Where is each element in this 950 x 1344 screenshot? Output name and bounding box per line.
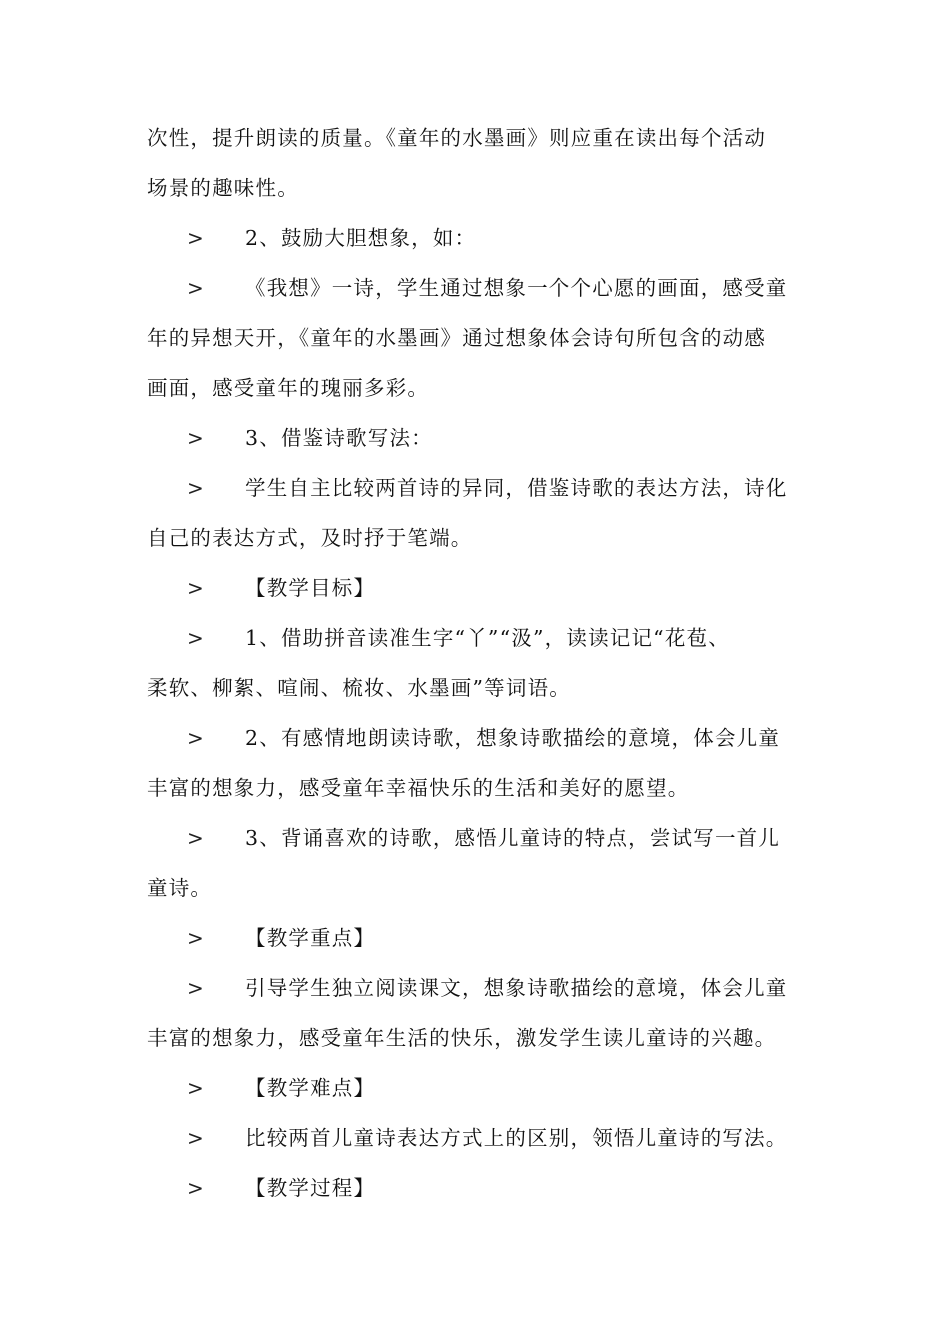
paragraph-line: 3、背诵喜欢的诗歌，感悟儿童诗的特点，尝试写一首儿 <box>245 826 781 850</box>
paragraph-line: 2、有感情地朗读诗歌，想象诗歌描绘的意境，体会儿童 <box>245 726 781 750</box>
bullet-marker: > <box>187 1076 204 1100</box>
bullet-marker: > <box>187 276 204 300</box>
bullet-marker: > <box>187 426 204 450</box>
paragraph-line: 比较两首儿童诗表达方式上的区别，领悟儿童诗的写法。 <box>245 1126 788 1150</box>
bullet-marker: > <box>187 726 204 750</box>
paragraph-line: 画面，感受童年的瑰丽多彩。 <box>147 376 430 400</box>
paragraph-line: 丰富的想象力，感受童年幸福快乐的生活和美好的愿望。 <box>147 776 690 800</box>
paragraph-line: 【教学过程】 <box>245 1176 376 1200</box>
bullet-marker: > <box>187 926 204 950</box>
paragraph-line: 次性，提升朗读的质量。《童年的水墨画》则应重在读出每个活动 <box>147 126 767 150</box>
paragraph-line: 引导学生独立阅读课文，想象诗歌描绘的意境，体会儿童 <box>245 976 788 1000</box>
paragraph-line: 自己的表达方式，及时抒于笔端。 <box>147 526 473 550</box>
paragraph-line: 场景的趣味性。 <box>147 176 299 200</box>
paragraph-line: 学生自主比较两首诗的异同，借鉴诗歌的表达方法，诗化 <box>245 476 788 500</box>
bullet-marker: > <box>187 976 204 1000</box>
paragraph-line: 1、借助拼音读准生字“丫”“汲”，读读记记“花苞、 <box>245 626 730 650</box>
bullet-marker: > <box>187 476 204 500</box>
bullet-marker: > <box>187 226 204 250</box>
bullet-marker: > <box>187 826 204 850</box>
paragraph-line: 《我想》一诗，学生通过想象一个个心愿的画面，感受童 <box>245 276 788 300</box>
paragraph-line: 【教学目标】 <box>245 576 376 600</box>
bullet-marker: > <box>187 1176 204 1200</box>
paragraph-line: 柔软、柳絮、喧闹、梳妆、水墨画”等词语。 <box>147 676 571 700</box>
paragraph-line: 3、借鉴诗歌写法： <box>245 426 433 450</box>
paragraph-line: 【教学难点】 <box>245 1076 376 1100</box>
paragraph-line: 丰富的想象力，感受童年生活的快乐，激发学生读儿童诗的兴趣。 <box>147 1026 777 1050</box>
bullet-marker: > <box>187 626 204 650</box>
bullet-marker: > <box>187 1126 204 1150</box>
bullet-marker: > <box>187 576 204 600</box>
paragraph-line: 2、鼓励大胆想象，如： <box>245 226 477 250</box>
paragraph-line: 童诗。 <box>147 876 213 900</box>
paragraph-line: 年的异想天开，《童年的水墨画》通过想象体会诗句所包含的动感 <box>147 326 767 350</box>
paragraph-line: 【教学重点】 <box>245 926 376 950</box>
